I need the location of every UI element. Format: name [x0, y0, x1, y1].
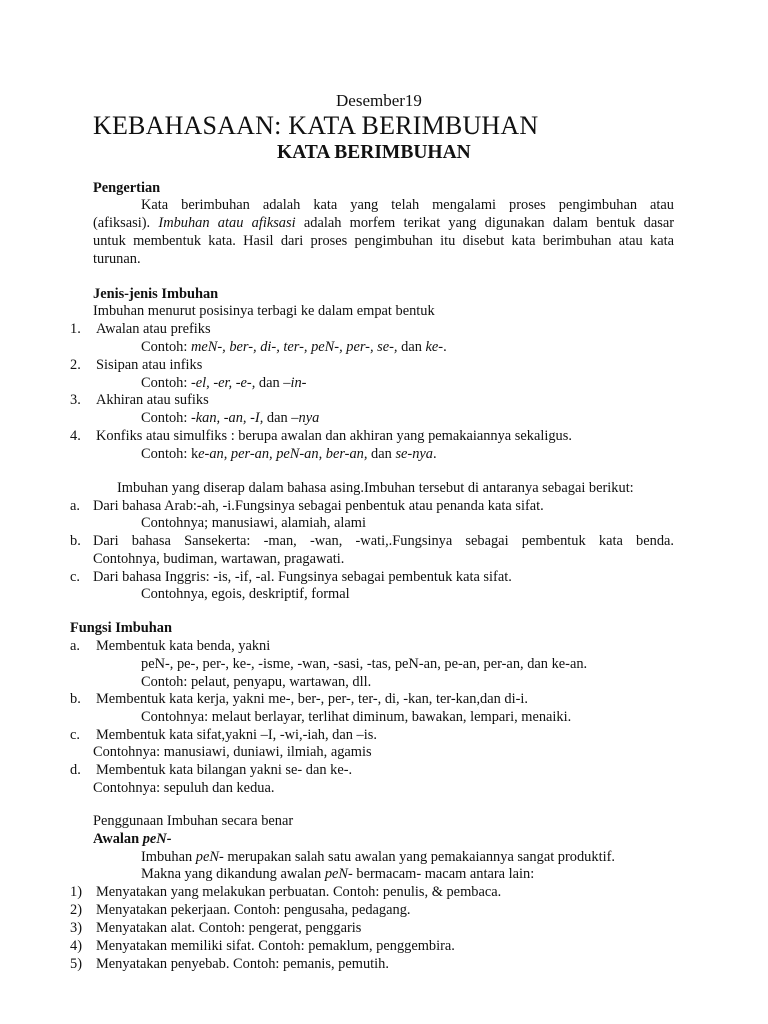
fungsi-c-text: Membentuk kata sifat,yakni –I, -wi,-iah, dan –is. [96, 727, 377, 743]
document-title: KEBAHASAAN: KATA BERIMBUHAN [93, 111, 539, 140]
jenis-item-3-example: Contoh: -kan, -an, -I, dan –nya [141, 410, 320, 426]
asing-intro: Imbuhan yang diserap dalam bahasa asing.Imbuhan tersebut di antaranya sebagai berikut: [117, 480, 634, 496]
document-subtitle: KATA BERIMBUHAN [277, 142, 471, 163]
jenis-item-4-number: 4. [70, 428, 81, 444]
makna-item-3-text: Menyatakan alat. Contoh: pengerat, penggaris [96, 920, 362, 936]
makna-item-5-text: Menyatakan penyebab. Contoh: pemanis, pemutih. [96, 956, 389, 972]
document-date: Desember19 [336, 91, 422, 110]
asing-item-a-letter: a. [70, 498, 80, 514]
fungsi-b-text: Membentuk kata kerja, yakni me-, ber-, per-, ter-, di, -kan, ter-kan,dan di-i. [96, 691, 528, 707]
jenis-heading: Jenis-jenis Imbuhan [93, 286, 219, 302]
jenis-item-3-number: 3. [70, 392, 81, 408]
fungsi-c-letter: c. [70, 727, 80, 743]
asing-item-b-letter: b. [70, 533, 81, 549]
penggunaan-title: Penggunaan Imbuhan secara benar [93, 813, 294, 829]
makna-item-4-text: Menyatakan memiliki sifat. Contoh: pemaklum, penggembira. [96, 938, 455, 954]
awalan-pen-heading: Awalan peN- [93, 831, 172, 847]
asing-item-a-example: Contohnya; manusiawi, alamiah, alami [141, 515, 367, 531]
jenis-item-2-label: Sisipan atau infiks [96, 357, 203, 373]
fungsi-c-example: Contohnya: manusiawi, duniawi, ilmiah, agamis [93, 744, 372, 760]
pengertian-line-4: turunan. [93, 251, 141, 267]
makna-item-5-number: 5) [70, 956, 82, 972]
jenis-item-4-label: Konfiks atau simulfiks : berupa awalan dan akhiran yang pemakaiannya sekaligus. [96, 428, 572, 444]
makna-item-3-number: 3) [70, 920, 82, 936]
jenis-item-1-label: Awalan atau prefiks [96, 321, 211, 337]
jenis-item-1-example: Contoh: meN-, ber-, di-, ter-, peN-, per-, se-, dan ke-. [141, 339, 447, 355]
fungsi-b-letter: b. [70, 691, 81, 707]
fungsi-d-example: Contohnya: sepuluh dan kedua. [93, 780, 275, 796]
asing-item-c-letter: c. [70, 569, 80, 585]
fungsi-heading: Fungsi Imbuhan [70, 620, 172, 636]
penggunaan-paragraph-1: Imbuhan peN- merupakan salah satu awalan yang pemakaiannya sangat produktif. [141, 849, 615, 865]
makna-item-2-text: Menyatakan pekerjaan. Contoh: pengusaha, pedagang. [96, 902, 411, 918]
pengertian-line-2: (afiksasi). Imbuhan atau afiksasi adalah morfem terikat yang digunakan dalam bentuk dasar [93, 215, 674, 231]
asing-item-b-example: Contohnya, budiman, wartawan, pragawati. [93, 551, 345, 567]
pengertian-line-3: untuk membentuk kata. Hasil dari proses pengimbuhan itu disebut kata berimbuhan atau kata [93, 233, 674, 249]
jenis-intro: Imbuhan menurut posisinya terbagi ke dalam empat bentuk [93, 303, 435, 319]
asing-item-c-text: Dari bahasa Inggris: -is, -if, -al. Fungsinya sebagai pembentuk kata sifat. [93, 569, 512, 585]
jenis-item-2-example: Contoh: -el, -er, -e-, dan –in- [141, 375, 307, 391]
fungsi-a-text: Membentuk kata benda, yakni [96, 638, 271, 654]
makna-item-4-number: 4) [70, 938, 82, 954]
jenis-item-2-number: 2. [70, 357, 81, 373]
jenis-item-3-label: Akhiran atau sufiks [96, 392, 209, 408]
pengertian-line-1: Kata berimbuhan adalah kata yang telah mengalami proses pengimbuhan atau [141, 197, 674, 213]
fungsi-d-letter: d. [70, 762, 81, 778]
fungsi-a-letter: a. [70, 638, 80, 654]
makna-item-1-number: 1) [70, 884, 82, 900]
asing-item-b-text: Dari bahasa Sansekerta: -man, -wan, -wati,.Fungsinya sebagai pembentuk kata benda. [93, 533, 674, 549]
asing-item-c-example: Contohnya, egois, deskriptif, formal [141, 586, 350, 602]
asing-item-a-text: Dari bahasa Arab:-ah, -i.Fungsinya sebagai penbentuk atau penanda kata sifat. [93, 498, 544, 514]
fungsi-a-example: Contoh: pelaut, penyapu, wartawan, dll. [141, 674, 372, 690]
fungsi-d-text: Membentuk kata bilangan yakni se- dan ke-. [96, 762, 353, 778]
makna-item-2-number: 2) [70, 902, 82, 918]
jenis-item-1-number: 1. [70, 321, 81, 337]
fungsi-b-example: Contohnya: melaut berlayar, terlihat diminum, bawakan, lempari, menaiki. [141, 709, 572, 725]
penggunaan-paragraph-2: Makna yang dikandung awalan peN- bermacam- macam antara lain: [141, 866, 535, 882]
jenis-item-4-example: Contoh: ke-an, per-an, peN-an, ber-an, dan se-nya. [141, 446, 437, 462]
fungsi-a-list: peN-, pe-, per-, ke-, -isme, -wan, -sasi, -tas, peN-an, pe-an, per-an, dan ke-an. [141, 656, 588, 672]
pengertian-heading: Pengertian [93, 180, 161, 196]
makna-item-1-text: Menyatakan yang melakukan perbuatan. Contoh: penulis, & pembaca. [96, 884, 502, 900]
